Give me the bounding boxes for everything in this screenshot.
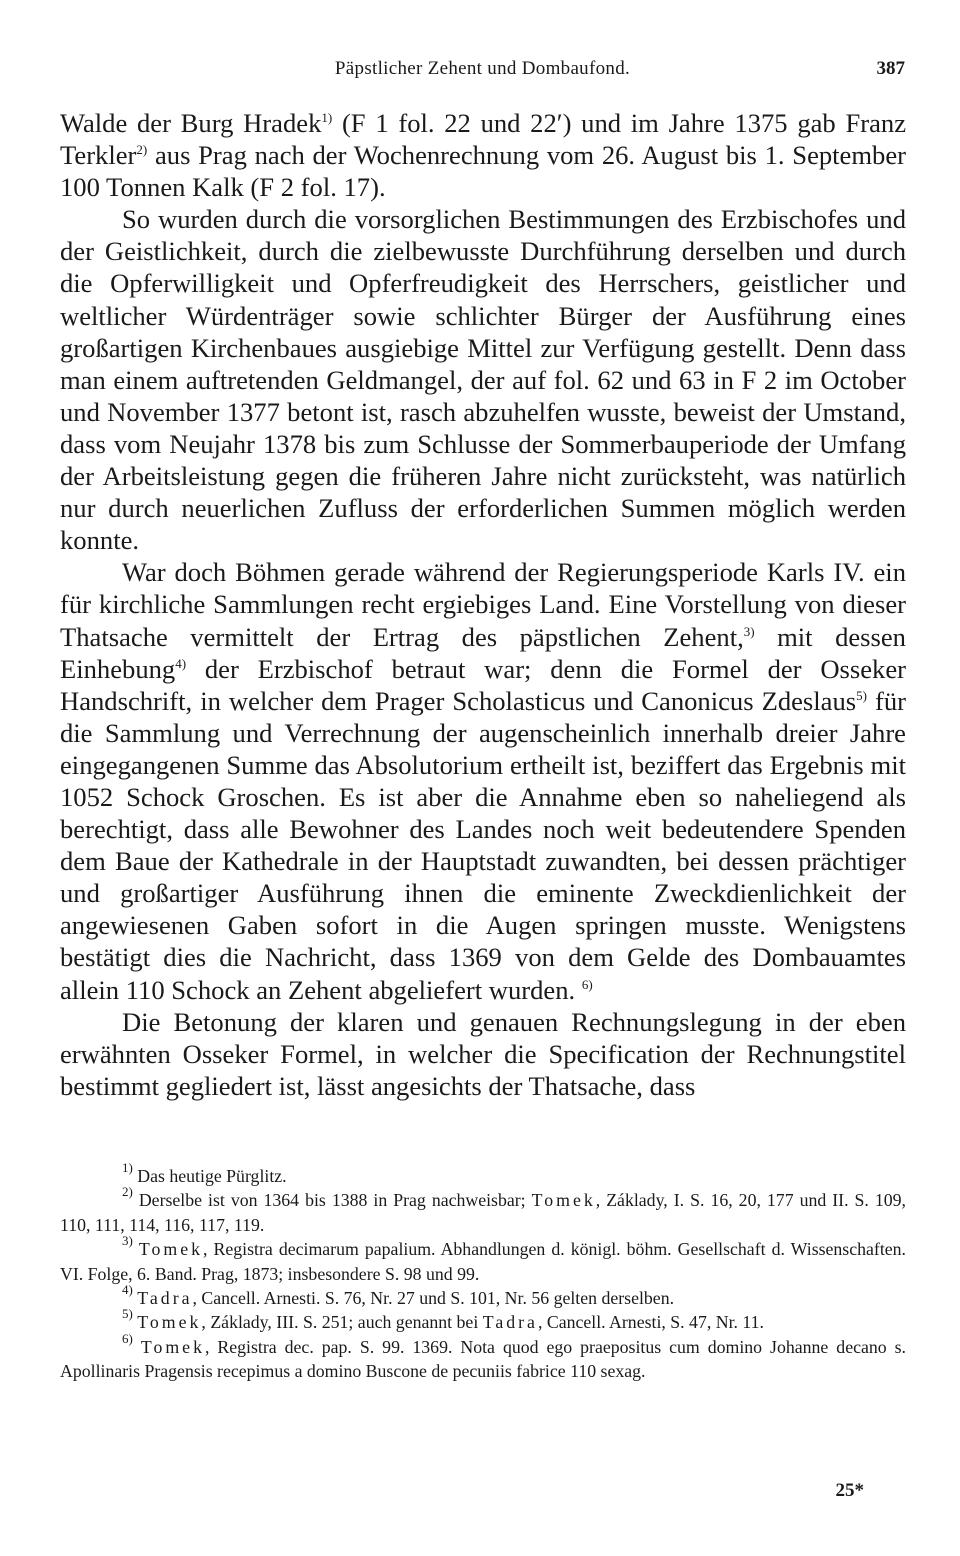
footnote-ref: 3) — [743, 623, 755, 639]
footnote — [60, 1306, 906, 1334]
footnote-text: , Registra dec. pap. S. 99. 1369. Nota quod ego praepositus cum domino Johanne decano s. Apollinaris Pragensis recepimus a domino Buscone de pecuniis fabrice 110 sexag. — [60, 1336, 907, 1382]
footnote-mark: 2) — [122, 1184, 133, 1200]
footnote-mark: 1) — [122, 1160, 133, 1175]
footnote — [60, 1160, 906, 1188]
footnote-ref: 4) — [175, 655, 187, 671]
author-name: Tadra — [137, 1288, 193, 1309]
footnote-text: , Základy, I. S. 16, 20, 177 und II. S. 109, 110, 111, 114, 116, 117, 119. — [60, 1190, 906, 1235]
running-header — [60, 58, 905, 88]
body-text — [60, 107, 906, 1102]
footnote-ref: 6) — [581, 976, 593, 992]
footnote — [60, 1330, 907, 1384]
text-run: aus Prag nach der Wochenrechnung vom 26. August bis 1. September 100 Tonnen Kalk (F 2 fol. 17). — [60, 140, 906, 203]
author-name: Tomek — [137, 1312, 202, 1333]
text-run: (F 1 fol. 22 und 22′) und im Jahre 1375 gab Franz Terkler — [60, 108, 907, 171]
footnote-text: , Základy, III. S. 251; auch genannt bei — [201, 1312, 483, 1333]
footnote — [60, 1184, 906, 1237]
footnote-ref: 2) — [136, 142, 148, 158]
author-name: Tomek — [531, 1190, 596, 1211]
paragraph: Die Betonung der klaren und genauen Rechnungslegung in der eben erwähnten Osseker Formel, in welcher die Specification der Rechnungstitel bestimmt gegliedert ist, lässt angesichts der Thatsache, dass — [60, 1006, 906, 1101]
footnote-text: Derselbe ist von 1364 bis 1388 in Prag nachweisbar; — [132, 1190, 532, 1211]
text-run: für die Sammlung und Verrechnung der augenscheinlich innerhalb dreier Jahre eingegangenen Summe das Absolutorium ertheilt ist, beziffert das Ergebnis mit 1052 Schock Groschen. Es ist aber die Annahme eben so naheliegend als berechtigt, dass alle Bewohner des Landes noch weit bedeutendere Spenden dem Baue der Kathedrale in der Hauptstadt zuwandten, bei dessen prächtiger und großartiger Ausführung ihnen die eminente Zweckdienlichkeit der angewiesenen Gaben sofort in die Augen springen musste. Wenigstens bestätigt dies die Nachricht, dass 1369 von dem Gelde des Dombauamtes allein 110 Schock an Zehent abgeliefert wurden. — [60, 685, 906, 1005]
footnote-mark: 4) — [122, 1282, 133, 1298]
footnote — [60, 1282, 906, 1310]
footnote-text — [133, 1337, 141, 1357]
footnote-text: Das heutige Pürglitz. — [132, 1166, 287, 1186]
footnote-text: , Cancell. Arnesti, S. 47, Nr. 11. — [537, 1312, 764, 1333]
author-name: Tadra — [482, 1312, 538, 1333]
text-run: Walde der Burg Hradek — [60, 108, 322, 138]
footnotes — [60, 1160, 907, 1384]
paragraph — [60, 107, 906, 203]
author-name: Tomek — [140, 1336, 205, 1357]
footnote-mark: 3) — [122, 1233, 133, 1249]
header-title: Päpstlicher Zehent und Dombaufond. — [334, 58, 631, 79]
paragraph — [60, 556, 906, 1005]
author-name: Tomek — [138, 1239, 204, 1260]
footnote-mark: 5) — [122, 1306, 133, 1322]
footnote-text: , Registra decimarum papalium. Abhandlungen d. königl. böhm. Gesellschaft d. Wissenschaften. VI. Folge, 6. Band. Prag, 1873; insbesondere S. 98 und 99. — [60, 1239, 906, 1284]
text-run: mit dessen Einhebung — [60, 621, 906, 684]
text-run: War doch Böhmen gerade während der Regierungsperiode Karls IV. ein für kirchliche Sammlungen recht ergiebiges Land. Eine Vorstellung von dieser Thatsache vermittelt der Ertrag des päpstlichen Zehent, — [60, 557, 906, 652]
footnote — [60, 1233, 906, 1286]
text-run: der Erzbischof betraut war; denn die Formel der Osseker Handschrift, in welcher dem Prager Scholasticus und Canonicus Zdeslaus — [60, 653, 906, 716]
footnote-text: , Cancell. Arnesti. S. 76, Nr. 27 und S. 101, Nr. 56 gelten derselben. — [192, 1288, 675, 1309]
signature-mark: 25* — [835, 1480, 864, 1501]
page-number: 387 — [876, 58, 905, 79]
footnote-ref: 1) — [321, 110, 333, 125]
footnote-ref: 5) — [856, 687, 867, 703]
footnote-mark: 6) — [122, 1330, 133, 1346]
paragraph: So wurden durch die vorsorglichen Bestimmungen des Erzbischofes und der Geistlichkeit, durch die zielbewusste Durchführung derselben und durch die Opferwilligkeit und Opferfreudigkeit des Herrschers, geistlicher und weltlicher Würdenträger sowie schlichter Bürger der Ausführung eines großartigen Kirchenbaues ausgiebige Mittel zur Verfügung gestellt. Denn dass man einem auftretenden Geldmangel, der auf fol. 62 und 63 in F 2 im October und November 1377 betont ist, rasch abzuhelfen wusste, beweist der Umstand, dass vom Neujahr 1378 bis zum Schlusse der Sommerbauperiode der Umfang der Arbeitsleistung gegen die früheren Jahre nicht zurücksteht, was natürlich nur durch neuerlichen Zufluss der erforderlichen Summen möglich werden konnte. — [60, 204, 906, 556]
